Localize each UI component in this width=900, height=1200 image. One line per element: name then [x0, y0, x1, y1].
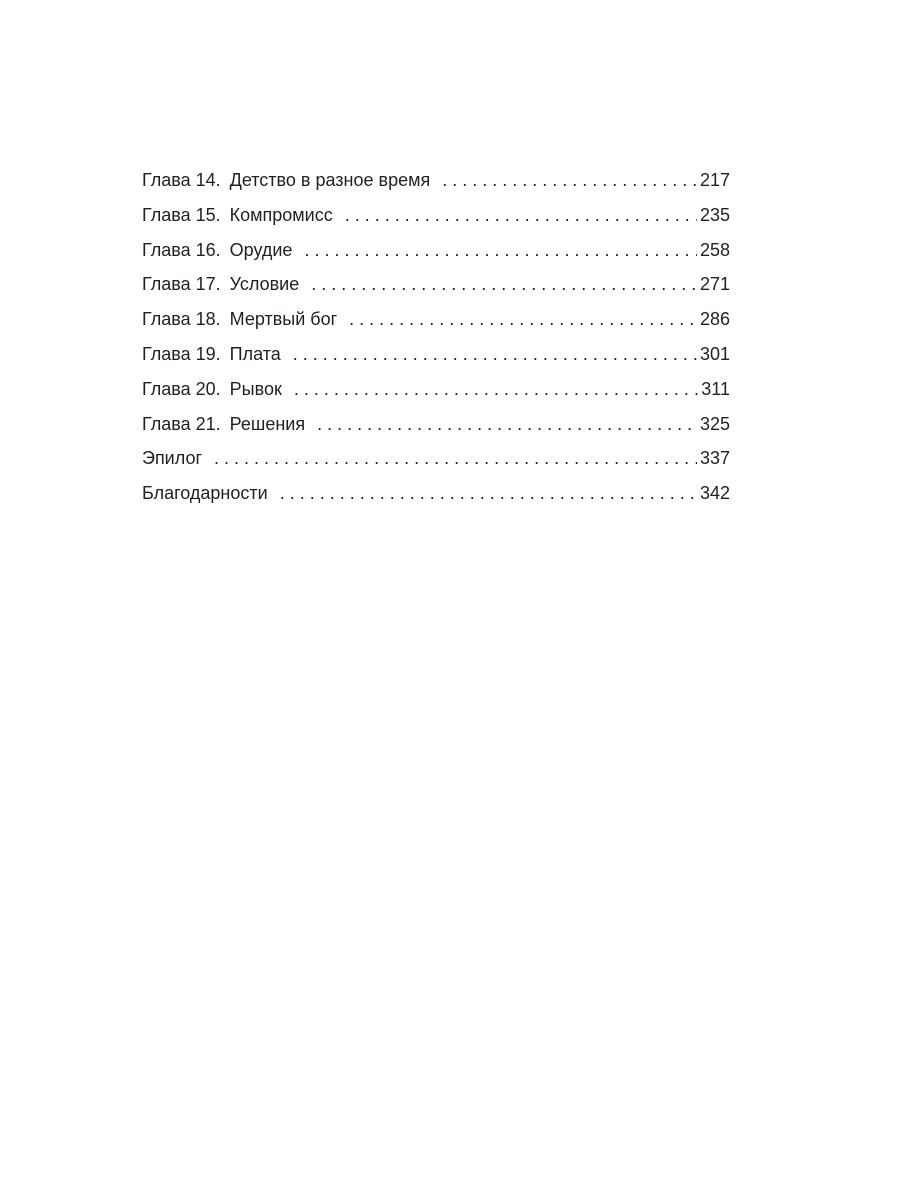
dot-leader [214, 444, 697, 472]
chapter-title: Мертвый бог [229, 309, 338, 330]
table-of-contents [142, 166, 730, 514]
dot-leader [349, 305, 697, 333]
page-number: 235 [699, 204, 730, 225]
page-number: 311 [701, 378, 730, 399]
page-number: 271 [699, 274, 730, 295]
dot-leader [294, 375, 698, 403]
page-number: 258 [699, 239, 730, 260]
chapter-title: Орудие [229, 239, 293, 260]
toc-entry-chapter-19 [142, 340, 730, 375]
chapter-number: Глава 16. [142, 239, 221, 260]
toc-entry-chapter-21 [142, 410, 730, 445]
toc-entry-chapter-20 [142, 375, 730, 410]
toc-entry-chapter-16 [142, 236, 730, 271]
chapter-title: Компромисс [229, 204, 333, 225]
dot-leader [442, 166, 697, 194]
chapter-number: Глава 21. [142, 413, 221, 434]
page-number: 301 [699, 343, 730, 364]
toc-entry-chapter-15 [142, 201, 730, 236]
toc-entry-acknowledgements [142, 479, 730, 514]
section-title: Эпилог [142, 448, 203, 469]
chapter-number: Глава 14. [142, 170, 221, 190]
section-title: Благодарности [142, 483, 268, 504]
dot-leader [280, 479, 697, 507]
toc-entry-chapter-17 [142, 270, 730, 305]
chapter-title: Решения [229, 413, 306, 434]
chapter-title: Плата [229, 343, 281, 364]
toc-entry-chapter-14 [142, 166, 730, 201]
chapter-number: Глава 20. [142, 378, 221, 399]
chapter-number: Глава 19. [142, 343, 221, 364]
dot-leader [345, 201, 697, 229]
page-number: 217 [699, 170, 730, 190]
chapter-number: Глава 17. [142, 274, 221, 295]
dot-leader [311, 270, 697, 298]
chapter-title: Рывок [229, 378, 282, 399]
chapter-title: Детство в разное время [229, 170, 431, 190]
toc-entry-epilogue [142, 444, 730, 479]
page-number: 325 [699, 413, 730, 434]
chapter-number: Глава 18. [142, 309, 221, 330]
page-number: 342 [699, 483, 730, 504]
dot-leader [304, 236, 697, 264]
chapter-title: Условие [229, 274, 300, 295]
toc-entry-chapter-18 [142, 305, 730, 340]
chapter-number: Глава 15. [142, 204, 221, 225]
page-number: 286 [699, 309, 730, 330]
dot-leader [293, 340, 697, 368]
page-number: 337 [699, 448, 730, 469]
dot-leader [317, 410, 697, 438]
